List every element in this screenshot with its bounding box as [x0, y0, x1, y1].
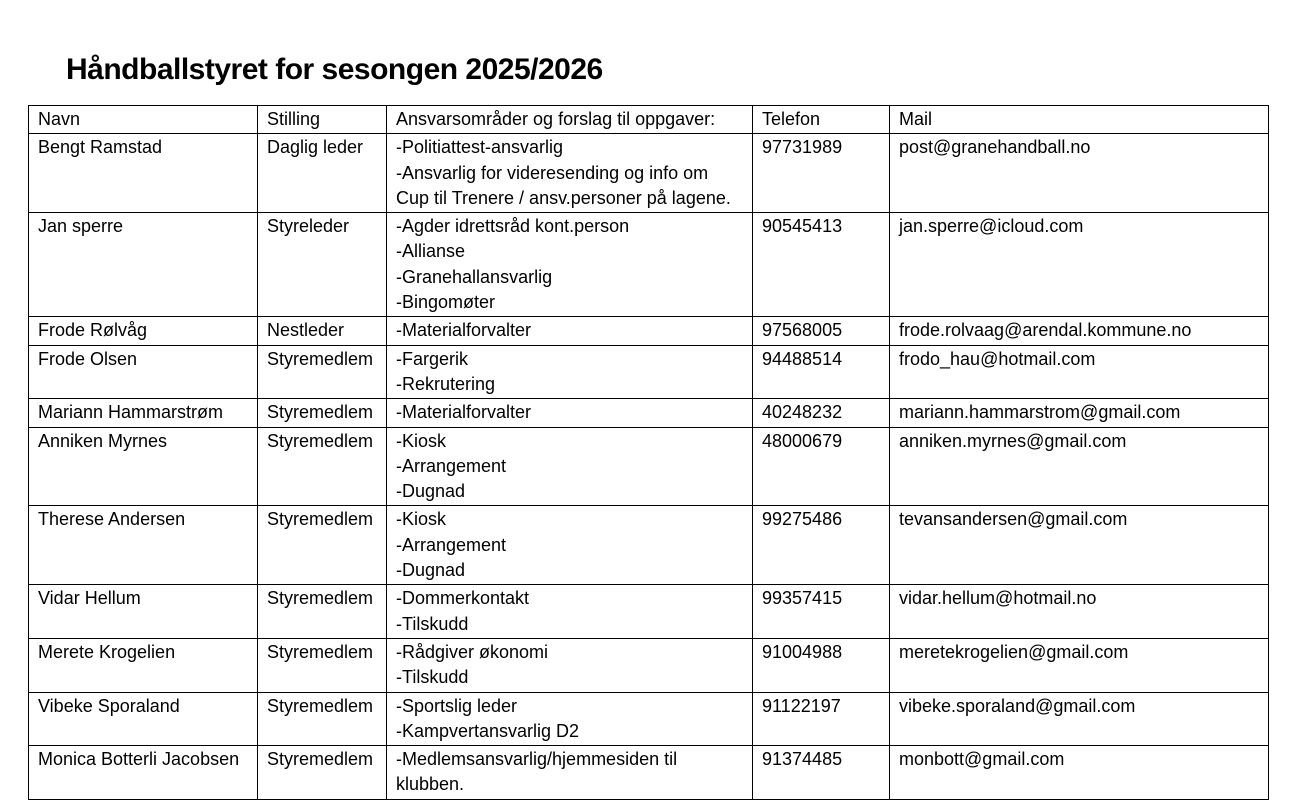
table-row — [29, 585, 1269, 639]
cell-mail: mariann.hammarstrom@gmail.com — [890, 399, 1269, 427]
table-row — [29, 746, 1269, 800]
table-row — [29, 638, 1269, 692]
table-row — [29, 692, 1269, 746]
task-line: -Rekrutering — [396, 373, 496, 394]
cell-name: Frode Olsen — [29, 345, 258, 399]
cell-tasks — [387, 638, 753, 692]
task-line: -Arrangement — [396, 455, 507, 476]
header-tasks: Ansvarsområder og forslag til oppgaver: — [387, 106, 753, 134]
table-row — [29, 213, 1269, 317]
cell-position: Styremedlem — [258, 692, 387, 746]
page-title: Håndballstyret for sesongen 2025/2026 — [66, 53, 603, 86]
task-line: klubben. — [396, 774, 465, 795]
cell-phone: 48000679 — [753, 427, 890, 506]
cell-phone: 91374485 — [753, 746, 890, 800]
table-header-row — [29, 106, 1269, 134]
cell-mail: vibeke.sporaland@gmail.com — [890, 692, 1269, 746]
cell-name: Vidar Hellum — [29, 585, 258, 639]
cell-phone: 90545413 — [753, 213, 890, 317]
task-line: -Kampvertansvarlig D2 — [396, 720, 580, 741]
cell-tasks — [387, 427, 753, 506]
task-line: -Kiosk — [396, 509, 447, 530]
task-line: -Agder idrettsråd kont.person — [396, 216, 630, 237]
task-line: -Allianse — [396, 241, 466, 262]
table-row — [29, 399, 1269, 427]
task-line: Cup til Trenere / ansv.personer på lagene. — [396, 187, 731, 208]
table-row — [29, 506, 1269, 585]
task-line: -Tilskudd — [396, 667, 469, 688]
cell-tasks — [387, 134, 753, 213]
cell-name: Anniken Myrnes — [29, 427, 258, 506]
task-line: -Materialforvalter — [396, 320, 532, 341]
task-line: -Fargerik — [396, 348, 469, 369]
table-row — [29, 134, 1269, 213]
cell-phone: 91122197 — [753, 692, 890, 746]
cell-tasks — [387, 345, 753, 399]
cell-name: Frode Rølvåg — [29, 317, 258, 345]
cell-tasks — [387, 692, 753, 746]
task-line: -Arrangement — [396, 534, 507, 555]
cell-position: Styremedlem — [258, 506, 387, 585]
cell-name: Bengt Ramstad — [29, 134, 258, 213]
task-line: -Politiattest-ansvarlig — [396, 137, 564, 158]
cell-name: Merete Krogelien — [29, 638, 258, 692]
header-name: Navn — [29, 106, 258, 134]
task-line: -Kiosk — [396, 430, 447, 451]
task-line: -Medlemsansvarlig/hjemmesiden til — [396, 749, 678, 770]
task-line: -Sportslig leder — [396, 695, 518, 716]
cell-position: Styremedlem — [258, 345, 387, 399]
cell-mail: tevansandersen@gmail.com — [890, 506, 1269, 585]
cell-name: Vibeke Sporaland — [29, 692, 258, 746]
task-line: -Dugnad — [396, 560, 466, 581]
cell-position: Styreleder — [258, 213, 387, 317]
cell-position: Styremedlem — [258, 638, 387, 692]
cell-name: Therese Andersen — [29, 506, 258, 585]
task-line: -Ansvarlig for videresending og info om — [396, 162, 709, 183]
table-row — [29, 345, 1269, 399]
task-line: -Materialforvalter — [396, 402, 532, 423]
cell-position: Styremedlem — [258, 585, 387, 639]
task-line: -Rådgiver økonomi — [396, 641, 549, 662]
cell-phone: 99275486 — [753, 506, 890, 585]
cell-tasks — [387, 746, 753, 800]
header-position: Stilling — [258, 106, 387, 134]
task-line: -Granehallansvarlig — [396, 266, 553, 287]
cell-mail: monbott@gmail.com — [890, 746, 1269, 800]
cell-position: Styremedlem — [258, 427, 387, 506]
cell-phone: 97568005 — [753, 317, 890, 345]
cell-tasks — [387, 213, 753, 317]
cell-mail: jan.sperre@icloud.com — [890, 213, 1269, 317]
header-phone: Telefon — [753, 106, 890, 134]
cell-phone: 99357415 — [753, 585, 890, 639]
cell-mail: frodo_hau@hotmail.com — [890, 345, 1269, 399]
cell-phone: 97731989 — [753, 134, 890, 213]
cell-position: Nestleder — [258, 317, 387, 345]
cell-mail: frode.rolvaag@arendal.kommune.no — [890, 317, 1269, 345]
header-mail: Mail — [890, 106, 1269, 134]
cell-phone: 94488514 — [753, 345, 890, 399]
cell-tasks — [387, 585, 753, 639]
table-row — [29, 427, 1269, 506]
cell-name: Monica Botterli Jacobsen — [29, 746, 258, 800]
cell-tasks — [387, 317, 753, 345]
cell-mail: vidar.hellum@hotmail.no — [890, 585, 1269, 639]
cell-position: Styremedlem — [258, 746, 387, 800]
board-members-table — [28, 105, 1269, 800]
cell-mail: post@granehandball.no — [890, 134, 1269, 213]
cell-position: Styremedlem — [258, 399, 387, 427]
task-line: -Tilskudd — [396, 613, 469, 634]
task-line: -Dugnad — [396, 481, 466, 502]
cell-name: Jan sperre — [29, 213, 258, 317]
task-line: -Bingomøter — [396, 292, 496, 313]
cell-tasks — [387, 506, 753, 585]
cell-mail: meretekrogelien@gmail.com — [890, 638, 1269, 692]
cell-position: Daglig leder — [258, 134, 387, 213]
cell-name: Mariann Hammarstrøm — [29, 399, 258, 427]
task-line: -Dommerkontakt — [396, 588, 530, 609]
table-row — [29, 317, 1269, 345]
cell-tasks — [387, 399, 753, 427]
cell-phone: 40248232 — [753, 399, 890, 427]
cell-phone: 91004988 — [753, 638, 890, 692]
cell-mail: anniken.myrnes@gmail.com — [890, 427, 1269, 506]
table-body — [29, 134, 1269, 799]
